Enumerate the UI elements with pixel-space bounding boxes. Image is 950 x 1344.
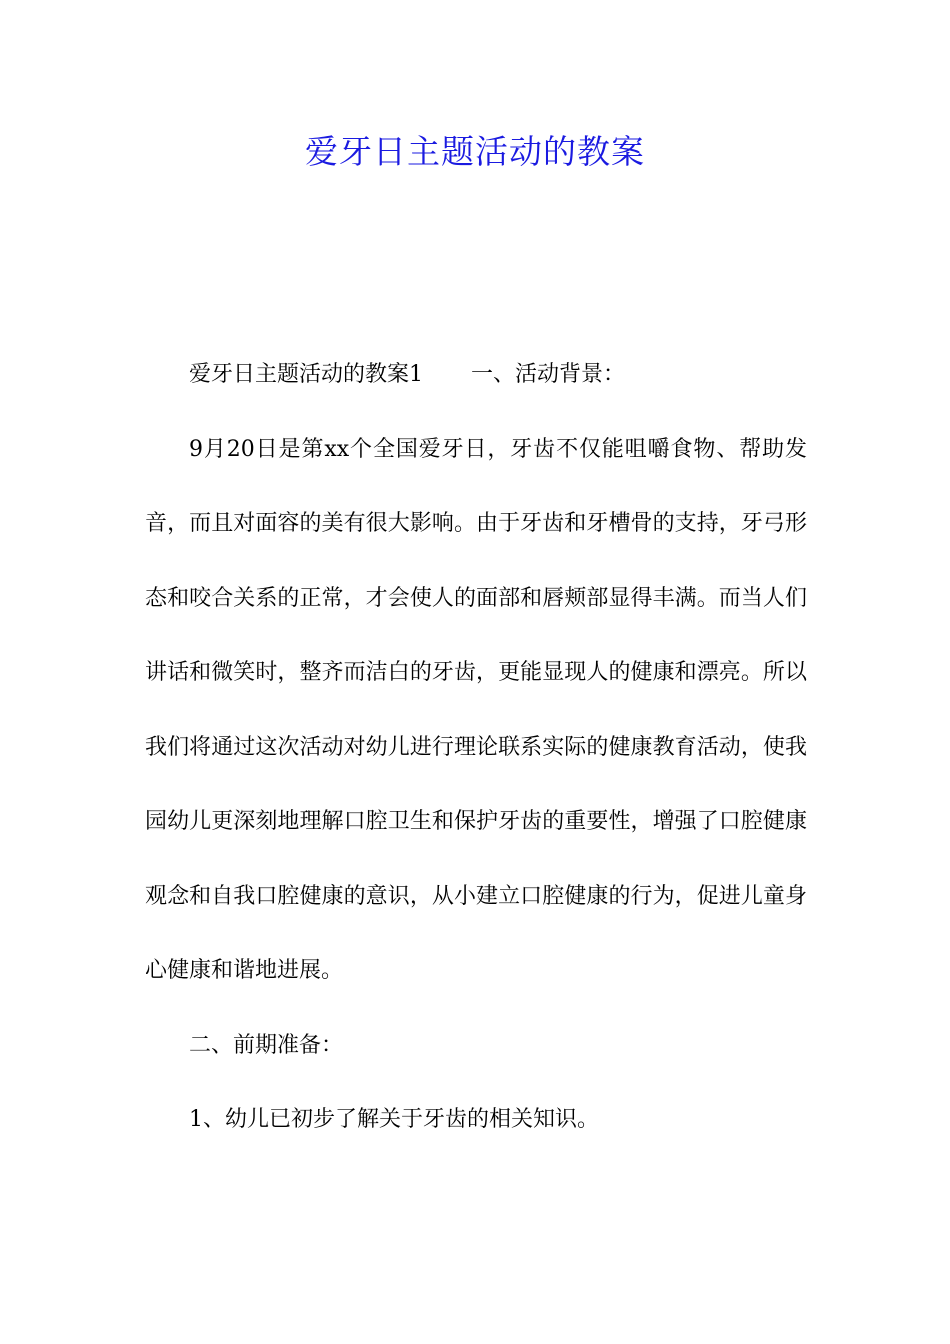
- paragraph-preparation-item-1: 1、幼儿已初步了解关于牙齿的相关知识。: [189, 1107, 599, 1132]
- paragraph-background: 9月20日是第xx个全国爱牙日，牙齿不仅能咀嚼食物、帮助发音，而且对面容的美有很大影响。由于牙齿和牙槽骨的支持，牙弓形态和咬合关系的正常，才会使人的面部和唇颊部显得丰满。而当人们讲话和微笑时，整齐而洁白的牙齿，更能显现人的健康和漂亮。所以我们将通过这次活动对幼儿进行理论联系实际的健康教育活动，使我园幼儿更深刻地理解口腔卫生和保护牙齿的重要性，增强了口腔健康观念和自我口腔健康的意识，从小建立口腔健康的行为，促进儿童身心健康和谐地进展。: [145, 436, 807, 983]
- section-heading-background: 一、活动背景：: [471, 362, 626, 387]
- paragraph-intro-heading: [145, 338, 807, 413]
- lesson-plan-label: 爱牙日主题活动的教案1: [189, 362, 423, 387]
- document-body: [145, 338, 807, 1158]
- section-heading-preparation: 二、前期准备：: [189, 1032, 344, 1058]
- document-title: 爱牙日主题活动的教案: [305, 132, 645, 171]
